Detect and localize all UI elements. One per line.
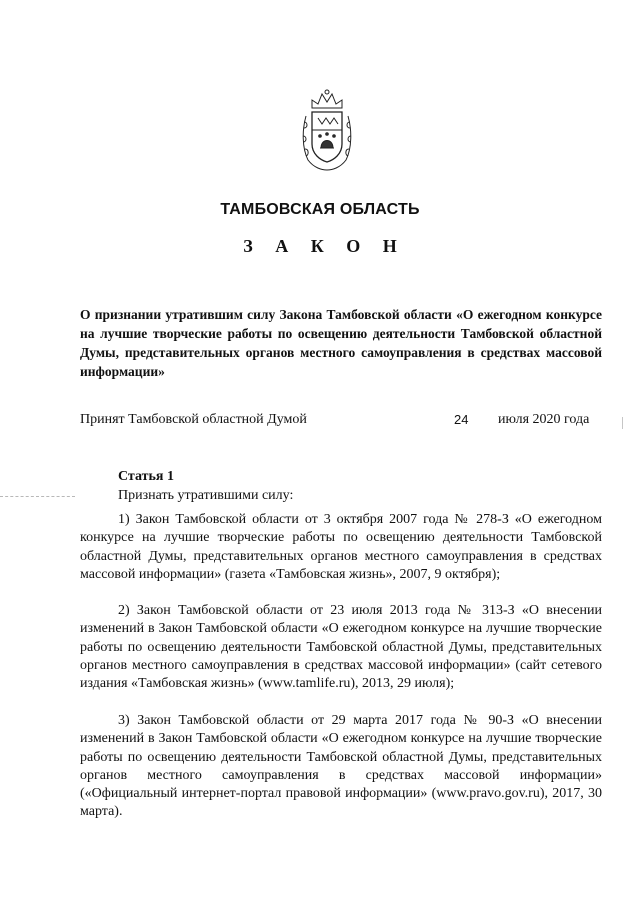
scan-margin-mark [622, 417, 623, 429]
article-item: 2) Закон Тамбовской области от 23 июля 2013 года № 313-З «О внесении изменений в Закон Тамбовской области «О ежегодном конкурсе на лучшие творческие работы по освещению деятельности Тамбовской областной Думы, представительных органов местного самоуправления в средствах массовой информации» (сайт сетевого издания «Тамбовская жизнь» (www.tamlife.ru), 2013, 29 июля); [80, 603, 602, 692]
article-intro: Признать утратившими силу: [118, 488, 294, 503]
region-title: ТАМБОВСКАЯ ОБЛАСТЬ [220, 201, 420, 218]
adopted-by: Принят Тамбовской областной Думой [80, 412, 307, 427]
scan-margin-mark [0, 496, 75, 497]
tambov-coat-of-arms-icon [298, 86, 356, 172]
adoption-month-year: июля 2020 года [498, 412, 590, 427]
law-title: О признании утратившим силу Закона Тамбовской области «О ежегодном конкурсе на лучшие творческие работы по освещению деятельности Тамбовской областной Думы, представительных органов местного самоуправления в средствах массовой информации» [80, 307, 602, 379]
adoption-day: 24 [454, 412, 469, 427]
adoption-line [80, 412, 600, 432]
article-title: Статья 1 [118, 469, 174, 484]
article-item: 3) Закон Тамбовской области от 29 марта 2017 года № 90-З «О внесении изменений в Закон Тамбовской области «О ежегодном конкурсе на лучшие творческие работы по освещению деятельности Тамбовской областной Думы, представительных органов местного самоуправления в средствах массовой информации» («Официальный интернет-портал правовой информации» (www.pravo.gov.ru), 2017, 30 марта). [80, 713, 602, 820]
article-item: 1) Закон Тамбовской области от 3 октября 2007 года № 278-З «О ежегодном конкурсе на лучшие творческие работы по освещению деятельности Тамбовской областной Думы, представительных органов местного самоуправления в средствах массовой информации» (газета «Тамбовская жизнь», 2007, 9 октября); [80, 512, 602, 582]
document-type: З А К О Н [243, 236, 406, 256]
